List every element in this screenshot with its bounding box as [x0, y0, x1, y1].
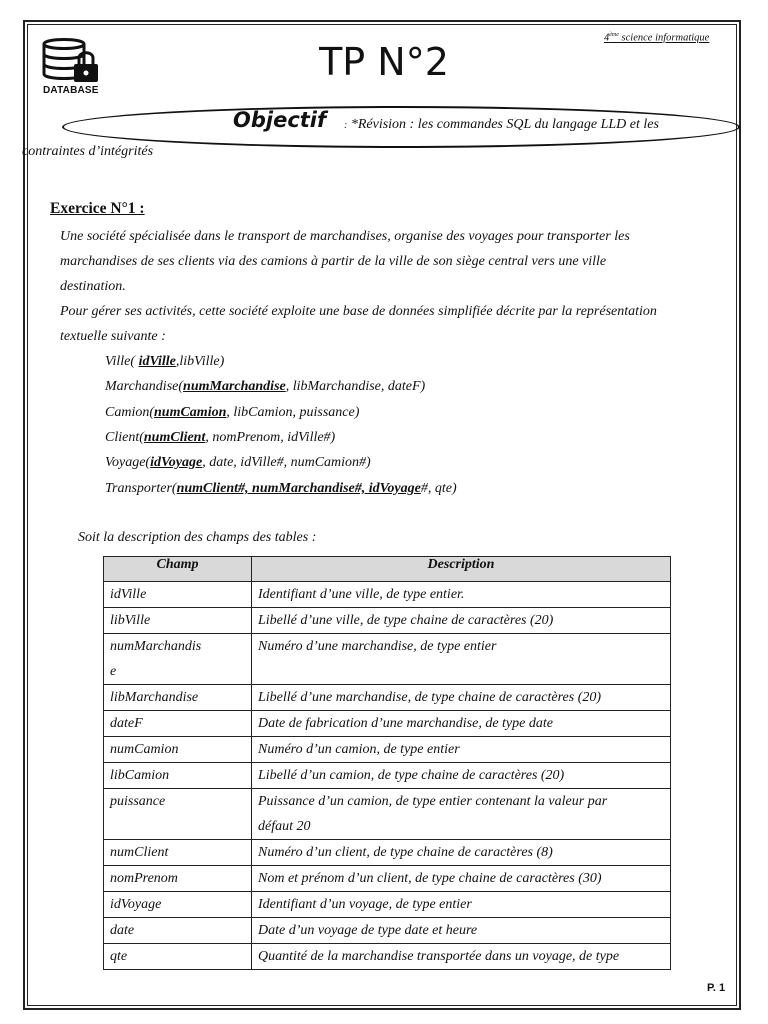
relation-prefix: Voyage( [105, 455, 151, 470]
grade-prefix: 4 [604, 32, 610, 44]
table-row [104, 789, 671, 840]
table-row [104, 918, 671, 944]
relation-prefix: Transporter( [105, 481, 177, 496]
objective-text-line1 [344, 117, 659, 133]
field-name: dateF [104, 711, 252, 737]
relation-transporter [105, 481, 457, 497]
table-row [104, 763, 671, 789]
relation-attrs: , libMarchandise, dateF) [285, 379, 426, 394]
relation-voyage [105, 455, 371, 471]
page-title: TP N°2 [319, 40, 449, 84]
intro-line: Pour gérer ses activités, cette société exploite une base de données simplifiée décrite par la représentation [60, 304, 657, 319]
field-name: idVille [104, 582, 252, 608]
field-description: Quantité de la marchandise transportée dans un voyage, de type [252, 944, 671, 970]
relation-attrs: #, qte) [420, 481, 457, 496]
relation-prefix: Marchandise( [105, 379, 184, 394]
grade-text: science informatique [621, 32, 710, 44]
relation-key: numMarchandise [183, 379, 286, 394]
field-description: Numéro d’une marchandise, de type entier [252, 634, 671, 685]
field-description: Libellé d’une marchandise, de type chaine de caractères (20) [252, 685, 671, 711]
relation-attrs: ,libVille) [175, 354, 225, 369]
field-description: Libellé d’un camion, de type chaine de caractères (20) [252, 763, 671, 789]
field-description: Puissance d’un camion, de type entier contenant la valeur par défaut 20 [252, 789, 671, 840]
field-description: Identifiant d’une ville, de type entier. [252, 582, 671, 608]
grade-sup: ème [609, 32, 619, 38]
table-row [104, 840, 671, 866]
field-description: Numéro d’un client, de type chaine de caractères (8) [252, 840, 671, 866]
relation-prefix: Ville( [105, 354, 139, 369]
intro-line: marchandises de ses clients via des camions à partir de la ville de son siège central vers une ville [60, 254, 607, 269]
field-description: Libellé d’une ville, de type chaine de caractères (20) [252, 608, 671, 634]
field-name: libVille [104, 608, 252, 634]
table-row [104, 866, 671, 892]
objective-separator: : [344, 120, 348, 131]
table-row [104, 711, 671, 737]
relation-attrs: , nomPrenom, idVille#) [205, 430, 336, 445]
objective-label: Objectif [233, 108, 327, 132]
field-name: nomPrenom [104, 866, 252, 892]
field-name: numMarchandis e [104, 634, 252, 685]
table-row [104, 634, 671, 685]
description-intro: Soit la description des champs des tables : [78, 530, 317, 545]
objective-text-line2: contraintes d’intégrités [22, 144, 154, 159]
relation-attrs: , date, idVille#, numCamion#) [202, 455, 371, 470]
intro-line: destination. [60, 279, 126, 294]
field-name: numCamion [104, 737, 252, 763]
field-name: date [104, 918, 252, 944]
exercise-title: Exercice N°1 : [50, 200, 145, 217]
relation-attrs: , libCamion, puissance) [226, 405, 360, 420]
relation-camion [105, 405, 359, 421]
field-description: Identifiant d’un voyage, de type entier [252, 892, 671, 918]
table-row [104, 892, 671, 918]
table-header-row [104, 557, 671, 582]
relation-prefix: Client( [105, 430, 144, 445]
field-description: Date de fabrication d’une marchandise, de type date [252, 711, 671, 737]
objective-text: *Révision : les commandes SQL du langage LLD et les [350, 117, 659, 132]
field-name: libCamion [104, 763, 252, 789]
column-header-champ: Champ [104, 557, 252, 582]
grade-label [604, 32, 709, 44]
table-row [104, 582, 671, 608]
table-row [104, 685, 671, 711]
relation-key: numCamion [154, 405, 227, 420]
relation-key: idVoyage [150, 455, 203, 470]
intro-line: Une société spécialisée dans le transport de marchandises, organise des voyages pour transporter les [60, 229, 630, 244]
field-name: idVoyage [104, 892, 252, 918]
page-number: P. 1 [707, 982, 726, 994]
field-name: qte [104, 944, 252, 970]
logo-label: DATABASE [43, 85, 99, 96]
table-row [104, 944, 671, 970]
field-description: Numéro d’un camion, de type entier [252, 737, 671, 763]
relation-key: idVille [138, 354, 176, 369]
table-row [104, 608, 671, 634]
fields-table [103, 556, 671, 970]
relation-marchandise [105, 379, 425, 395]
column-header-description: Description [252, 557, 671, 582]
field-name: libMarchandise [104, 685, 252, 711]
relation-prefix: Camion( [105, 405, 154, 420]
relation-key: numClient#, numMarchandise#, idVoyage [176, 481, 421, 496]
relation-client [105, 430, 335, 446]
table-row [104, 737, 671, 763]
field-name: numClient [104, 840, 252, 866]
field-description: Nom et prénom d’un client, de type chaine de caractères (30) [252, 866, 671, 892]
intro-line: textuelle suivante : [60, 329, 166, 344]
field-description: Date d’un voyage de type date et heure [252, 918, 671, 944]
relation-ville [105, 354, 224, 370]
field-name: puissance [104, 789, 252, 840]
relation-key: numClient [143, 430, 206, 445]
